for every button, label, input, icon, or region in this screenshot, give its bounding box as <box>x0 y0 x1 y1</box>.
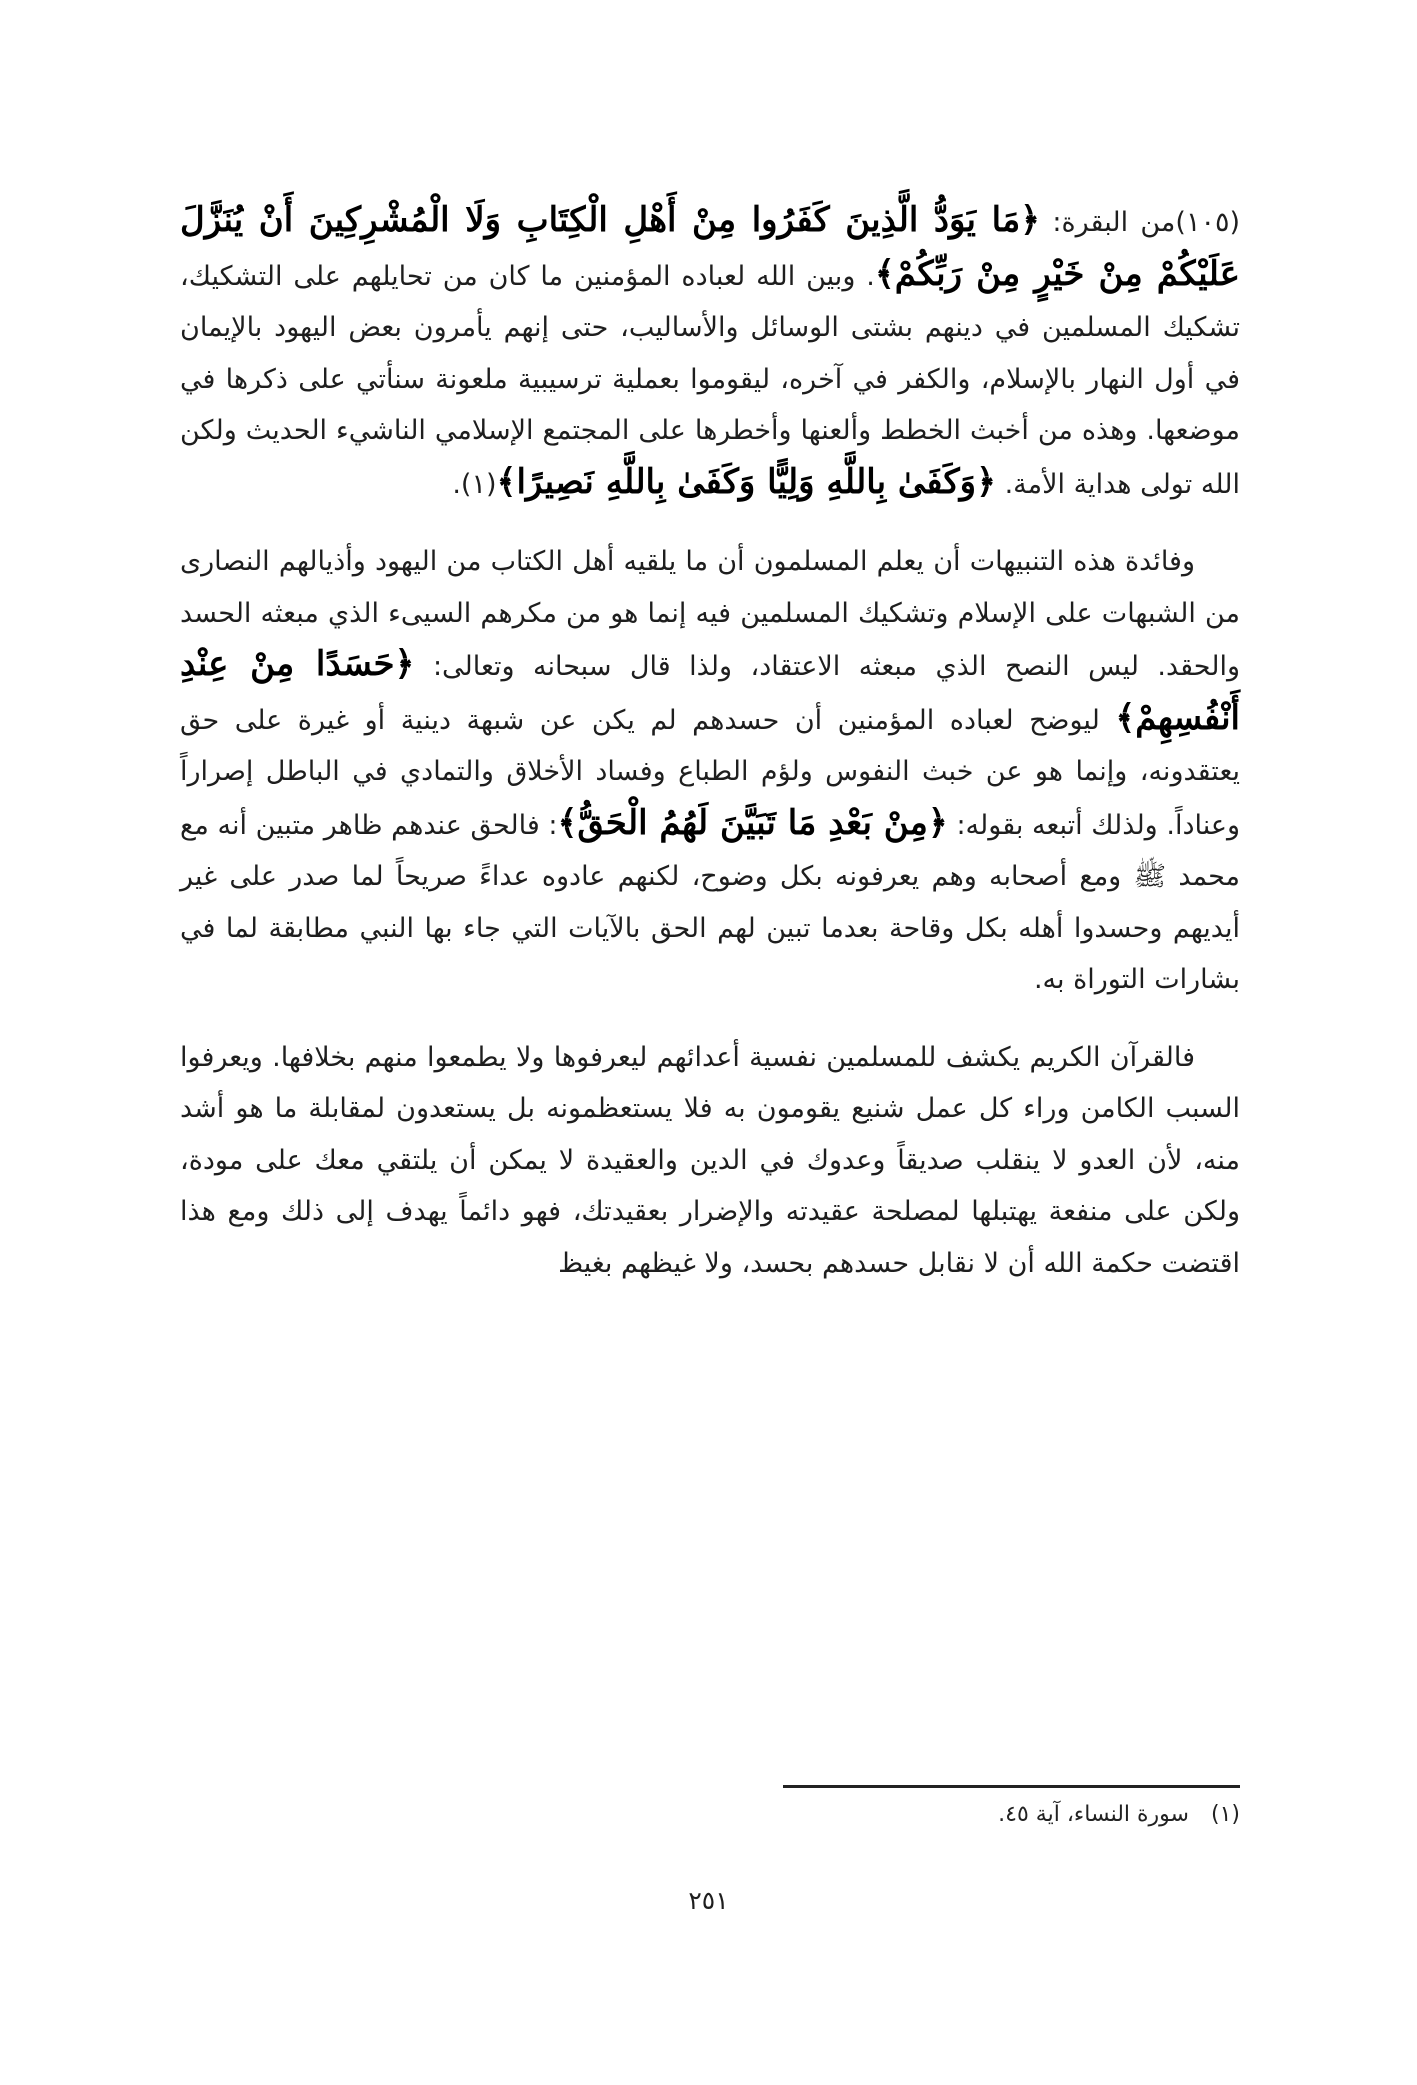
paragraph-2-text-a: وفائدة هذه التنبيهات أن يعلم المسلمون أن ما يلقيه أهل الكتاب من اليهود وأذيالهم النصارى من الشبهات على الإسلام وتشكيك المسلمين فيه إنما هو من مكرهم السيىء الذي مبعثه الحسد والحقد. ليس النصح الذي مبعثه الاعتقاد، ولذا قال سبحانه وتعالى: <box>180 546 1240 682</box>
body-text <box>180 195 1240 1289</box>
paragraph-2 <box>180 536 1240 1006</box>
paragraph-1 <box>180 195 1240 510</box>
footnote <box>780 1797 1240 1833</box>
paragraph-3 <box>180 1032 1240 1290</box>
paragraph-3-text: فالقرآن الكريم يكشف للمسلمين نفسية أعدائهم ليعرفوها ولا يطمعوا منهم بخلافها. ويعرفوا السبب الكامن وراء كل عمل شنيع يقومون به فلا يستعظمونه بل يستعدون لمقابلة ما هو أشد منه، لأن العدو لا ينقلب صديقاً وعدوك في الدين والعقيدة لا يمكن أن يلتقي معك على مودة، ولكن على منفعة يهتبلها لمصلحة عقيدته والإضرار بعقيدتك، فهو دائماً يهدف إلى ذلك ومع هذا اقتضت حكمة الله أن لا نقابل حسدهم بحسد، ولا غيظهم بغيظ <box>180 1041 1240 1279</box>
footnote-text: سورة النساء، آية ٤٥. <box>998 1802 1189 1827</box>
quran-verse-an-nisa-45: ﴿وَكَفَىٰ بِاللَّهِ وَلِيًّا وَكَفَىٰ بِاللَّهِ نَصِيرًا﴾ <box>496 461 996 502</box>
page-number: ٢٥١ <box>688 1886 729 1915</box>
quran-verse-min-bad-ma: ﴿مِنْ بَعْدِ مَا تَبَيَّنَ لَهُمُ الْحَقُّ﴾ <box>557 802 948 843</box>
footnote-marker: (١). <box>452 468 497 500</box>
paragraph-1-prefix: (١٠٥)من البقرة: <box>1040 207 1240 238</box>
quran-verse-al-baqarah-105: ﴿مَا يَوَدُّ الَّذِينَ كَفَرُوا مِنْ أَهْلِ الْكِتَابِ وَلَا الْمُشْرِكِينَ أَنْ يُنَزَّلَ عَلَيْكُمْ مِنْ خَيْرٍ مِنْ رَبِّكُمْ﴾ <box>180 200 1240 294</box>
paragraph-1-text: . وبين الله لعباده المؤمنين ما كان من تحايلهم على التشكيك، تشكيك المسلمين في دينهم بشتى الوسائل والأساليب، حتى إنهم يأمرون بعض اليهود بالإيمان في أول النهار بالإسلام، والكفر في آخره، ليقوموا بعملية ترسيبية ملعونة سنأتي على ذكرها في موضعها. وهذه من أخبث الخطط وألعنها وأخطرها على المجتمع الإسلامي الناشيء الحديث ولكن الله تولى هداية الأمة. <box>180 260 1240 500</box>
paragraph-2-text-c: : فالحق عندهم ظاهر متبين أنه مع محمد ﷺ ومع أصحابه وهم يعرفونه بكل وضوح، لكنهم عادوه عداءً صريحاً لما صدر على غير أيديهم وحسدوا أهله بكل وقاحة بعدما تبين لهم الحق بالآيات التي جاء بها النبي مطابقة لما في بشارات التوراة به. <box>180 809 1240 995</box>
quran-verse-hasadan: ﴿حَسَدًا مِنْ عِنْدِ أَنْفُسِهِمْ﴾ <box>180 644 1240 738</box>
paragraph-2-text-b: ليوضح لعباده المؤمنين أن حسدهم لم يكن عن شبهة دينية أو غيرة على حق يعتقدونه، وإنما هو عن خبث النفوس ولؤم الطباع وفساد الأخلاق والتمادي في الباطل إصراراً وعناداً. ولذلك أتبعه بقوله: <box>180 704 1240 841</box>
footnote-number: (١) <box>1210 1802 1240 1827</box>
footnote-divider <box>783 1785 1240 1788</box>
